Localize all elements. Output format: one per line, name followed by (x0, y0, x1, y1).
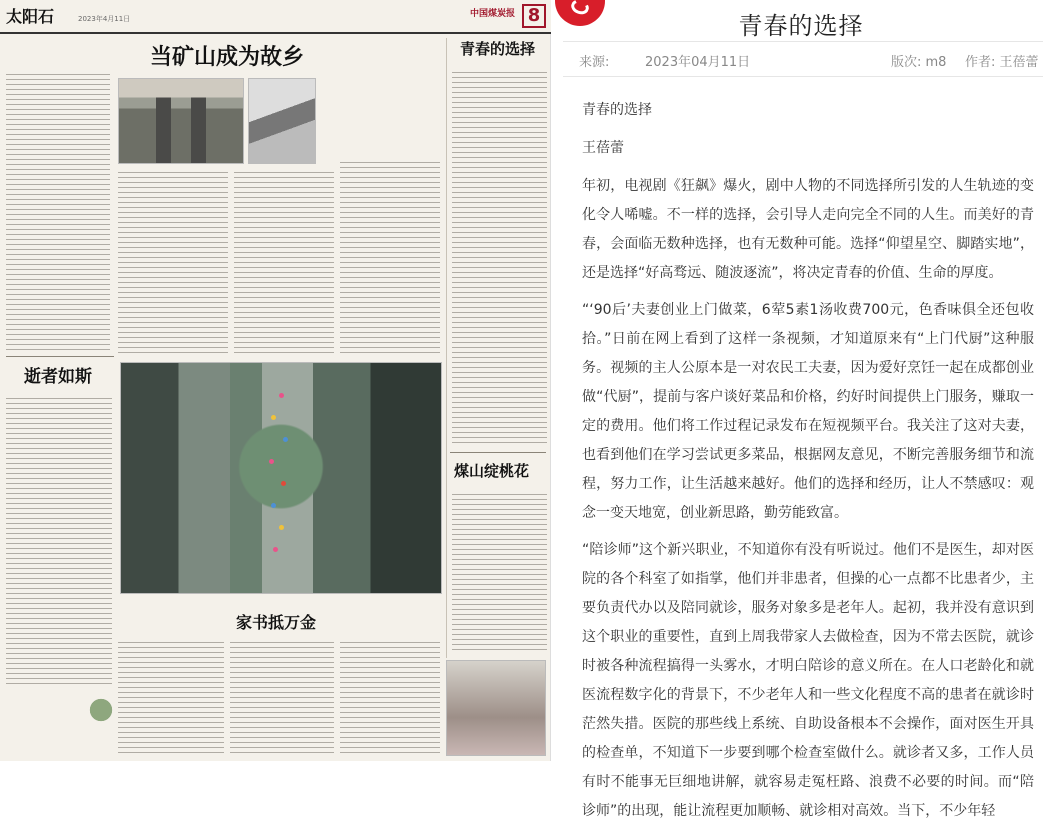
scrollbar[interactable] (1037, 84, 1045, 756)
text-column (340, 160, 440, 355)
headline-bottom[interactable]: 家书抵万金 (236, 613, 317, 632)
article-body (582, 96, 1034, 834)
newspaper-logo: 中国煤炭报 (470, 9, 516, 19)
article-paragraph: 年初，电视剧《狂飙》爆火，剧中人物的不同选择所引发的人生轨迹的变化令人唏嘘。不一样的选择，会引导人走向完全不同的人生。而美好的青春，会面临无数种选择，也有无数种可能。选择“仰望星空、脚踏实地”，还是选择“好高骛远、随波逐流”，将决定青春的价值、生命的厚度。 (582, 178, 1034, 281)
page-number-badge: 8 (522, 4, 546, 28)
text-column (230, 640, 334, 756)
text-column (452, 492, 547, 652)
headline-mid-left[interactable]: 逝者如斯 (24, 367, 92, 387)
article-title: 青春的选择 (738, 12, 864, 40)
meta-source-label: 来源: (579, 55, 610, 70)
meta-page-label: 版次: m8 (891, 55, 947, 70)
text-column (118, 640, 224, 756)
photo-mine-building (118, 78, 244, 164)
newspaper-page-image[interactable] (0, 0, 551, 761)
text-column (118, 170, 228, 355)
text-column (6, 72, 110, 352)
section-divider (6, 356, 114, 357)
headline-main[interactable]: 当矿山成为故乡 (150, 44, 305, 70)
photo-steam-train (248, 78, 316, 164)
meta-author-label: 作者: 王蓓蕾 (965, 55, 1039, 70)
headline-mid-right[interactable]: 煤山绽桃花 (454, 462, 530, 480)
photo-mountain-valley (120, 362, 442, 594)
headline-right[interactable]: 青春的选择 (460, 40, 536, 58)
newspaper-masthead (0, 0, 551, 34)
masthead-date: 2023年4月11日 (78, 15, 131, 23)
text-column (234, 170, 334, 355)
photo-blossom-mountain (446, 660, 546, 756)
masthead-section-title: 太阳石 (6, 7, 55, 26)
illustration-plant (82, 690, 120, 730)
article-reader-pane (551, 0, 1051, 819)
section-divider (450, 452, 546, 453)
article-meta-bar (563, 41, 1043, 77)
article-subtitle: 青春的选择 (582, 102, 652, 118)
text-column (452, 70, 547, 445)
meta-date: 2023年04月11日 (645, 55, 751, 70)
column-divider (446, 38, 447, 658)
article-paragraph: “‘90后’夫妻创业上门做菜，6荤5素1汤收费700元，色香味俱全还包收拾。”日前在网上看到了这样一条视频，才知道原来有“上门代厨”这种服务。视频的主人公原本是一对农民工夫妻，因为爱好烹饪一起在成都创业做“代厨”，提前与客户谈好菜品和价格，约好时间提供上门服务，赚取一定的费用。他们将工作过程记录发布在短视频平台。我关注了这对夫妻，也看到他们在学习尝试更多菜品，根据网友意见，不断完善服务细节和流程，努力工作，让生活越来越好。他们的选择和经历，让人不禁感叹：观念一变天地宽，创业新思路，勤劳能致富。 (582, 302, 1034, 521)
text-column (6, 396, 112, 686)
text-column (340, 640, 440, 756)
article-paragraph: “陪诊师”这个新兴职业，不知道你有没有听说过。他们不是医生，却对医院的各个科室了如指掌，他们并非患者，但操的心一点都不比患者少，主要负责代办以及陪同就诊，服务对象多是老年人。起初，我并没有意识到这个职业的重要性，直到上周我带家人去做检查，因为不常去医院，就诊时被各种流程搞得一头雾水，才明白陪诊的意义所在。在人口老龄化和就医流程数字化的背景下，不少老年人和一些文化程度不高的患者在就诊时茫然失措。医院的那些线上系统、自助设备根本不会操作，面对医生开具的检查单，不知道下一步要到哪个检查室做什么。就诊者又多，工作人员有时不能事无巨细地讲解，就容易走冤枉路、浪费不必要的时间。而“陪诊师”的出现，能让流程更加顺畅、就诊相对高效。当下，不少年轻 (582, 542, 1034, 819)
article-author: 王蓓蕾 (582, 140, 624, 156)
